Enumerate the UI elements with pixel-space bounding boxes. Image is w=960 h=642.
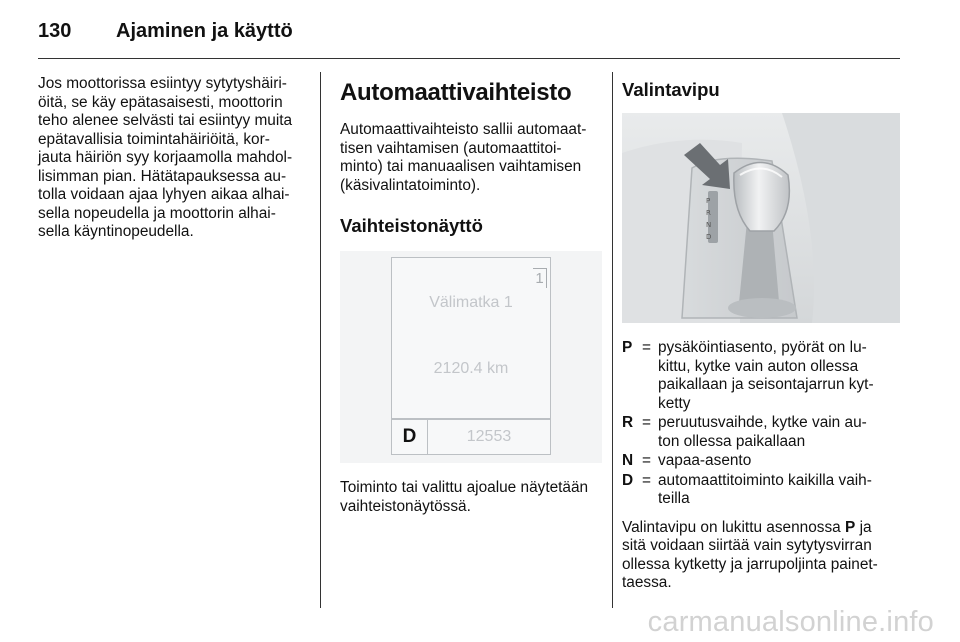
section-title: Automaattivaihteisto (340, 79, 572, 106)
definition-text: peruutusvaihde, kytke vain au- ton ollessa paikallaan (658, 414, 867, 450)
svg-text:D: D (706, 233, 712, 241)
definition-equals: = (642, 471, 651, 489)
lcd-screen (391, 257, 551, 455)
definition-equals: = (642, 452, 651, 469)
column-3 (622, 75, 902, 593)
lock-text-bold: P (845, 518, 856, 536)
watermark: carmanualsonline.info (647, 606, 934, 638)
definition-row (622, 414, 902, 451)
transmission-display-illustration (340, 251, 602, 463)
lock-paragraph (622, 519, 902, 593)
svg-text:R: R (706, 209, 711, 217)
gear-lever-photo-icon (622, 113, 900, 323)
svg-text:N: N (706, 221, 712, 229)
column-1 (38, 75, 308, 242)
definition-list (622, 339, 902, 509)
definition-row (622, 452, 902, 471)
svg-text:P: P (706, 197, 711, 205)
trip-icon: 1 (533, 268, 547, 288)
definition-key: D (622, 471, 634, 489)
lock-text-before: Valintavipu on lukittu asennossa (622, 518, 846, 536)
definition-equals: = (642, 414, 651, 431)
page-number: 130 (38, 20, 72, 42)
odometer-value: 12553 (466, 428, 512, 445)
definition-key: N (622, 452, 634, 469)
trip-value: 2120.4 km (433, 360, 509, 377)
section-intro: Automaattivaihteisto sallii automaat- tisen vaihtamisen (automaattitoi- minto) tai manuaalisen vaihtamisen (käsivalintatoiminto). (340, 121, 587, 194)
definition-row (622, 339, 902, 413)
definition-text: pysäköintiasento, pyörät on lu- kittu, kytke vain auton ollessa paikallaan ja seisontajarrun kyt- ketty (658, 339, 874, 412)
display-caption: Toiminto tai valittu ajoalue näytetään vaihteistonäytössä. (340, 479, 589, 515)
body-paragraph: Jos moottorissa esiintyy sytytyshäiri- öitä, se käy epätasaisesti, moottorin teho alenee selvästi tai esiintyy muita epätavallisia toimintahäiriöitä, kor- jauta häiriön syy korjaamolla mahdol- lisimman pian. Hätätapauksessa au- tolla voidaan ajaa lyhyen aikaa alhai- sella nopeudella ja moottorin alhai- sella käyntinopeudella. (38, 75, 293, 240)
definition-row (622, 472, 902, 509)
definition-text: vapaa-asento (658, 452, 752, 469)
chapter-title: Ajaminen ja käyttö (116, 20, 293, 42)
definition-key: P (622, 339, 633, 356)
column-2 (340, 75, 602, 516)
lock-text-after: ja sitä voidaan siirtää vain sytytysvirran ollessa kytketty ja jarrupoljinta painet- taessa. (622, 518, 878, 591)
gear-indicator: D (392, 419, 428, 454)
subsection-title-display: Vaihteistonäyttö (340, 215, 483, 236)
column-divider-2 (612, 72, 613, 608)
definition-key: R (622, 414, 634, 431)
definition-equals: = (642, 339, 651, 356)
page-header (38, 20, 293, 50)
trip-label: Välimatka 1 (429, 294, 513, 311)
header-rule (38, 58, 900, 59)
column-divider-1 (320, 72, 321, 608)
definition-text: automaattitoiminto kaikilla vaih- teilla (658, 471, 872, 507)
subsection-title-lever: Valintavipu (622, 79, 720, 100)
